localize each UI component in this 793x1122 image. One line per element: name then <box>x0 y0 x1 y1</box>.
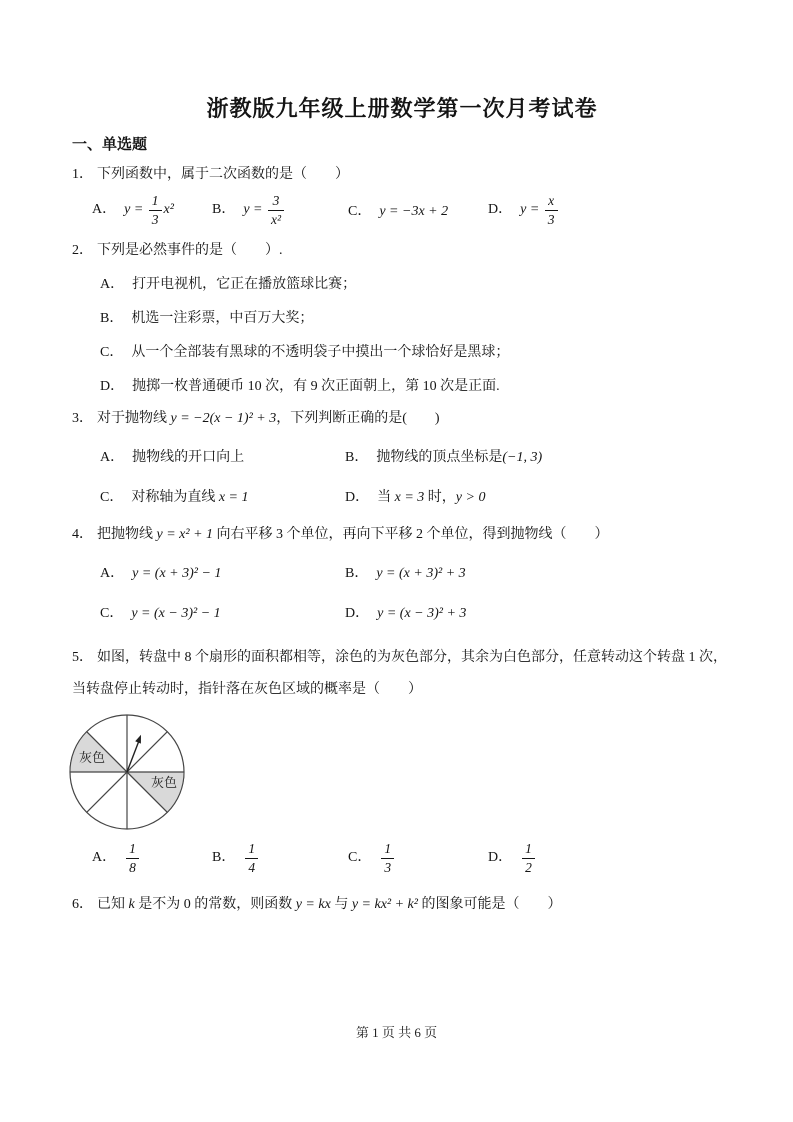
option-b <box>212 841 348 874</box>
question-3-options-row-1 <box>100 436 732 476</box>
spinner-label-right: 灰色 <box>151 775 178 790</box>
question-3 <box>72 408 732 516</box>
question-stem-text: 的图象可能是（ ） <box>417 897 562 912</box>
option-b <box>345 562 732 582</box>
fraction <box>522 841 535 874</box>
option-c <box>100 486 345 506</box>
option-text: 机选一注彩票，中百万大奖； <box>131 311 314 326</box>
option-c <box>100 602 345 622</box>
option-label: A． <box>92 850 117 866</box>
option-label: D． <box>100 379 125 394</box>
option-c <box>348 841 488 874</box>
stem-formula: y = kx² + k² <box>351 897 418 912</box>
fraction-denominator: 4 <box>248 859 256 875</box>
fraction <box>268 193 284 226</box>
option-d <box>345 602 732 622</box>
page-footer: 第 1 页 共 6 页 <box>355 1025 438 1040</box>
question-1-stem <box>72 164 732 186</box>
option-a <box>92 193 212 226</box>
spinner-svg <box>67 712 187 832</box>
option-text: 对称轴为直线 <box>131 490 219 505</box>
option-text: 当 <box>377 490 395 505</box>
option-label: B． <box>100 311 124 326</box>
option-formula <box>520 841 537 875</box>
question-2 <box>72 240 732 404</box>
option-label: A． <box>100 450 125 465</box>
fraction-numerator: 1 <box>522 841 535 858</box>
option-label: D． <box>488 202 513 218</box>
option-text: 从一个全部装有黑球的不透明袋子中摸出一个球恰好是黑球； <box>131 345 510 360</box>
fraction <box>126 841 139 874</box>
question-6-stem <box>72 894 732 916</box>
option-formula <box>124 841 141 875</box>
fraction-denominator: x² <box>271 211 282 227</box>
option-text: 抛物线的顶点坐标是 <box>376 450 503 465</box>
fraction-numerator: 1 <box>149 193 162 210</box>
option-label: C． <box>100 490 124 505</box>
option-text: 打开电视机，它正在播放篮球比赛； <box>132 277 357 292</box>
question-stem-text: ，下列判断正确的是( ) <box>276 411 440 426</box>
fraction-denominator: 3 <box>151 211 159 227</box>
fraction-numerator: 3 <box>268 193 284 210</box>
option-a <box>92 841 212 874</box>
question-5 <box>72 642 732 882</box>
stem-formula: k <box>128 897 135 912</box>
question-5-options <box>92 834 732 882</box>
option-formula: y = (x − 3)² − 1 <box>131 606 221 621</box>
stem-formula: y = −2(x − 1)² + 3 <box>170 411 277 426</box>
question-2-stem <box>72 240 732 262</box>
question-stem-text: 与 <box>330 897 352 912</box>
option-text: 时， <box>424 490 456 505</box>
option-formula: y = $\frac{x}{3}$ <box>520 202 559 217</box>
option-label: B． <box>345 450 369 465</box>
question-4-options-row-1 <box>100 552 732 592</box>
option-formula: y = −3x + 2 <box>379 204 449 219</box>
option-a <box>100 268 732 302</box>
option-d <box>100 370 732 404</box>
option-b <box>345 446 732 466</box>
option-d <box>488 193 732 226</box>
fraction-denominator: 2 <box>525 859 532 875</box>
option-label: C． <box>348 850 372 866</box>
question-1-options <box>92 186 732 234</box>
option-label: C． <box>100 345 124 360</box>
fraction-denominator: 8 <box>129 859 136 875</box>
stem-formula: y = x² + 1 <box>156 527 214 542</box>
option-text: 抛掷一枚普通硬币 10 次，有 9 次正面朝上，第 10 次是正面. <box>132 379 500 394</box>
option-a <box>100 562 345 582</box>
option-label: A． <box>92 202 117 218</box>
option-b <box>100 302 732 336</box>
option-c <box>100 336 732 370</box>
question-2-options <box>100 268 732 404</box>
option-c <box>348 200 488 220</box>
option-b <box>212 193 348 226</box>
fraction-numerator: 1 <box>381 841 394 858</box>
question-5-stem-line-1 <box>72 642 732 674</box>
fraction-denominator: 3 <box>384 859 392 875</box>
option-label: B． <box>212 850 236 866</box>
question-stem-text: 已知 <box>97 897 129 912</box>
option-label: B． <box>345 566 369 581</box>
option-label: D． <box>345 606 370 621</box>
fraction-numerator: x <box>545 193 558 210</box>
question-number: 6． <box>72 897 93 912</box>
question-stem-text: 下列函数中，属于二次函数的是（ ） <box>97 167 349 182</box>
option-label: D． <box>488 850 513 866</box>
question-stem-text: 向右平移 3 个单位，再向下平移 2 个单位，得到抛物线（ ） <box>213 527 609 542</box>
option-formula: x = 3 <box>394 490 425 505</box>
option-formula <box>243 841 260 875</box>
option-formula: y = (x + 3)² − 1 <box>132 566 222 581</box>
fraction-denominator: 3 <box>547 211 555 227</box>
question-stem-text: 下列是必然事件的是（ ）. <box>97 243 283 258</box>
spinner-figure <box>67 712 732 832</box>
fraction <box>545 193 558 226</box>
option-label: D． <box>345 490 370 505</box>
question-number: 5． <box>72 650 93 665</box>
option-label: C． <box>100 606 124 621</box>
question-number: 1． <box>72 167 93 182</box>
question-4-stem <box>72 524 732 546</box>
fraction <box>245 841 258 874</box>
question-stem-text: 当转盘停止转动时，指针落在灰色区域的概率是（ ） <box>72 682 422 697</box>
spinner-label-left: 灰色 <box>79 750 106 765</box>
option-formula: y = $\frac{1}{3}$ x² <box>124 193 174 227</box>
page-content <box>72 96 732 916</box>
question-stem-text: 把抛物线 <box>97 527 157 542</box>
question-4 <box>72 524 732 632</box>
question-1 <box>72 164 732 234</box>
option-formula: (−1, 3) <box>502 450 543 465</box>
option-d <box>345 486 732 506</box>
option-d <box>488 841 732 874</box>
question-stem-text: 是不为 0 的常数，则函数 <box>134 897 296 912</box>
question-number: 2． <box>72 243 93 258</box>
question-5-stem-line-2 <box>72 674 732 706</box>
question-3-stem <box>72 408 732 430</box>
question-3-options-row-2 <box>100 476 732 516</box>
section-heading: 一、单选题 <box>72 136 148 153</box>
option-label: B． <box>212 202 236 218</box>
page-title: 浙教版九年级上册数学第一次月考试卷 <box>206 96 598 121</box>
option-formula: y = $\frac{3}{\text{x²}}$ <box>243 202 286 217</box>
option-a <box>100 446 345 466</box>
stem-formula: y = kx <box>295 897 331 912</box>
option-label: A． <box>100 277 125 292</box>
option-formula: x = 1 <box>218 490 249 505</box>
option-label: C． <box>348 204 372 219</box>
question-number: 3． <box>72 411 93 426</box>
question-stem-text: 如图，转盘中 8 个扇形的面积都相等，涂色的为灰色部分，其余为白色部分，任意转动这个转盘 1 次， <box>97 650 727 665</box>
question-4-options-row-2 <box>100 592 732 632</box>
option-text: 抛物线的开口向上 <box>132 450 245 465</box>
option-formula <box>379 841 396 875</box>
option-formula: y > 0 <box>455 490 486 505</box>
option-formula: y = (x + 3)² + 3 <box>376 566 466 581</box>
fraction-numerator: 1 <box>126 841 139 858</box>
fraction <box>381 841 394 874</box>
fraction <box>149 193 162 226</box>
option-label: A． <box>100 566 125 581</box>
question-number: 4． <box>72 527 93 542</box>
fraction-numerator: 1 <box>245 841 258 858</box>
question-6 <box>72 894 732 916</box>
option-formula: y = (x − 3)² + 3 <box>377 606 467 621</box>
question-stem-text: 对于抛物线 <box>97 411 171 426</box>
